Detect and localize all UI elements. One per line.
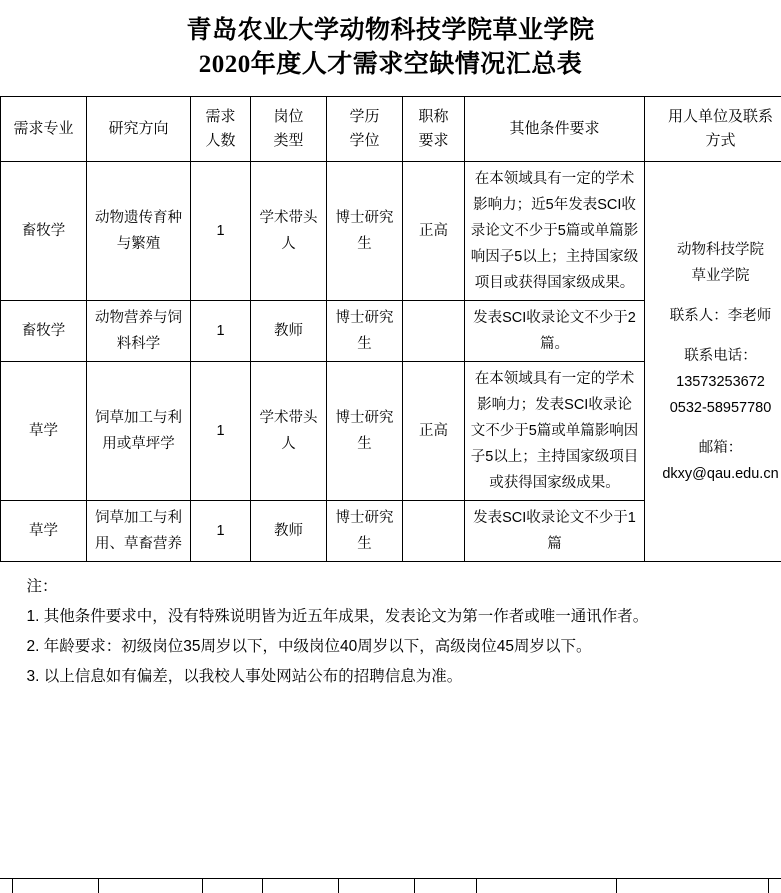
contact-email: dkxy@qau.edu.cn bbox=[662, 465, 779, 482]
header-employer bbox=[645, 97, 781, 162]
header-post-type bbox=[251, 97, 327, 162]
header-count-line1: 需求 bbox=[205, 108, 236, 125]
header-education bbox=[327, 97, 403, 162]
cell-major: 草学 bbox=[1, 501, 87, 562]
note-item: 3. 以上信息如有偏差，以我校人事处网站公布的招聘信息为准。 bbox=[26, 668, 463, 685]
table-header-row bbox=[1, 97, 781, 162]
cell-direction: 动物营养与饲料科学 bbox=[87, 301, 191, 362]
cell-count: 1 bbox=[191, 301, 251, 362]
bottom-table-edge bbox=[0, 878, 781, 893]
cell-conditions: 发表SCI收录论文不少于1篇 bbox=[465, 501, 645, 562]
cell-education: 博士研究生 bbox=[327, 301, 403, 362]
cell-title-requirement bbox=[403, 301, 465, 362]
contact-spacer-2 bbox=[650, 329, 781, 343]
cell-education: 博士研究生 bbox=[327, 362, 403, 501]
note-item: 1. 其他条件要求中，没有特殊说明皆为近五年成果，发表论文为第一作者或唯一通讯作者。 bbox=[26, 608, 649, 625]
bottom-tick bbox=[12, 879, 13, 893]
cell-direction: 饲草加工与利用、草畜营养 bbox=[87, 501, 191, 562]
header-post-line1: 岗位 bbox=[273, 108, 304, 125]
contact-spacer-3 bbox=[650, 421, 781, 435]
cell-title-requirement: 正高 bbox=[403, 362, 465, 501]
header-title-line2: 要求 bbox=[418, 132, 449, 149]
cell-major: 畜牧学 bbox=[1, 162, 87, 301]
contact-spacer-1 bbox=[650, 289, 781, 303]
cell-major: 草学 bbox=[1, 362, 87, 501]
cell-employer-contact bbox=[645, 162, 781, 562]
cell-count: 1 bbox=[191, 501, 251, 562]
table-row bbox=[1, 162, 781, 301]
header-employer-line2: 方式 bbox=[705, 132, 736, 149]
employer-unit-line1: 动物科技学院 bbox=[677, 241, 764, 258]
contact-phone-2: 0532-58957780 bbox=[669, 399, 772, 416]
document-title bbox=[0, 0, 781, 90]
bottom-tick bbox=[202, 879, 203, 893]
cell-post-type: 学术带头人 bbox=[251, 162, 327, 301]
cell-education: 博士研究生 bbox=[327, 501, 403, 562]
bottom-tick bbox=[476, 879, 477, 893]
recruitment-table bbox=[0, 96, 781, 562]
bottom-tick bbox=[414, 879, 415, 893]
bottom-tick bbox=[768, 879, 769, 893]
cell-conditions: 在本领域具有一定的学术影响力；近5年发表SCI收录论文不少于5篇或单篇影响因子5以上；主持国家级项目或获得国家级成果。 bbox=[465, 162, 645, 301]
header-employer-line1: 用人单位及联系 bbox=[667, 108, 773, 125]
cell-education: 博士研究生 bbox=[327, 162, 403, 301]
bottom-tick bbox=[262, 879, 263, 893]
header-count-line2: 人数 bbox=[205, 132, 236, 149]
title-line-1: 青岛农业大学动物科技学院草业学院 bbox=[186, 17, 595, 44]
note-item: 2. 年龄要求：初级岗位35周岁以下，中级岗位40周岁以下，高级岗位45周岁以下。 bbox=[26, 638, 592, 655]
header-post-line2: 类型 bbox=[273, 132, 304, 149]
cell-count: 1 bbox=[191, 162, 251, 301]
cell-major: 畜牧学 bbox=[1, 301, 87, 362]
header-education-line2: 学位 bbox=[349, 132, 380, 149]
title-line-2: 2020年度人才需求空缺情况汇总表 bbox=[198, 51, 583, 78]
header-education-line1: 学历 bbox=[349, 108, 380, 125]
cell-post-type: 学术带头人 bbox=[251, 362, 327, 501]
bottom-tick bbox=[98, 879, 99, 893]
cell-conditions: 发表SCI收录论文不少于2篇。 bbox=[465, 301, 645, 362]
bottom-tick bbox=[616, 879, 617, 893]
cell-post-type: 教师 bbox=[251, 501, 327, 562]
cell-title-requirement: 正高 bbox=[403, 162, 465, 301]
cell-post-type: 教师 bbox=[251, 301, 327, 362]
bottom-tick bbox=[338, 879, 339, 893]
notes-heading: 注： bbox=[26, 578, 58, 595]
cell-direction: 动物遗传育种与繁殖 bbox=[87, 162, 191, 301]
header-title-requirement bbox=[403, 97, 465, 162]
cell-count: 1 bbox=[191, 362, 251, 501]
cell-conditions: 在本领域具有一定的学术影响力；发表SCI收录论文不少于5篇或单篇影响因子5以上；主持国家级项目或获得国家级成果。 bbox=[465, 362, 645, 501]
employer-unit-line2: 草业学院 bbox=[691, 267, 750, 284]
header-direction: 研究方向 bbox=[87, 97, 191, 162]
contact-phone-1: 13573253672 bbox=[676, 373, 765, 390]
notes-section bbox=[13, 572, 769, 692]
cell-direction: 饲草加工与利用或草坪学 bbox=[87, 362, 191, 501]
header-title-line1: 职称 bbox=[418, 108, 449, 125]
header-major: 需求专业 bbox=[1, 97, 87, 162]
contact-person: 联系人：李老师 bbox=[669, 307, 772, 324]
contact-email-label: 邮箱： bbox=[698, 439, 743, 456]
contact-phone-label: 联系电话： bbox=[684, 347, 757, 364]
header-conditions: 其他条件要求 bbox=[465, 97, 645, 162]
header-count bbox=[191, 97, 251, 162]
cell-title-requirement bbox=[403, 501, 465, 562]
